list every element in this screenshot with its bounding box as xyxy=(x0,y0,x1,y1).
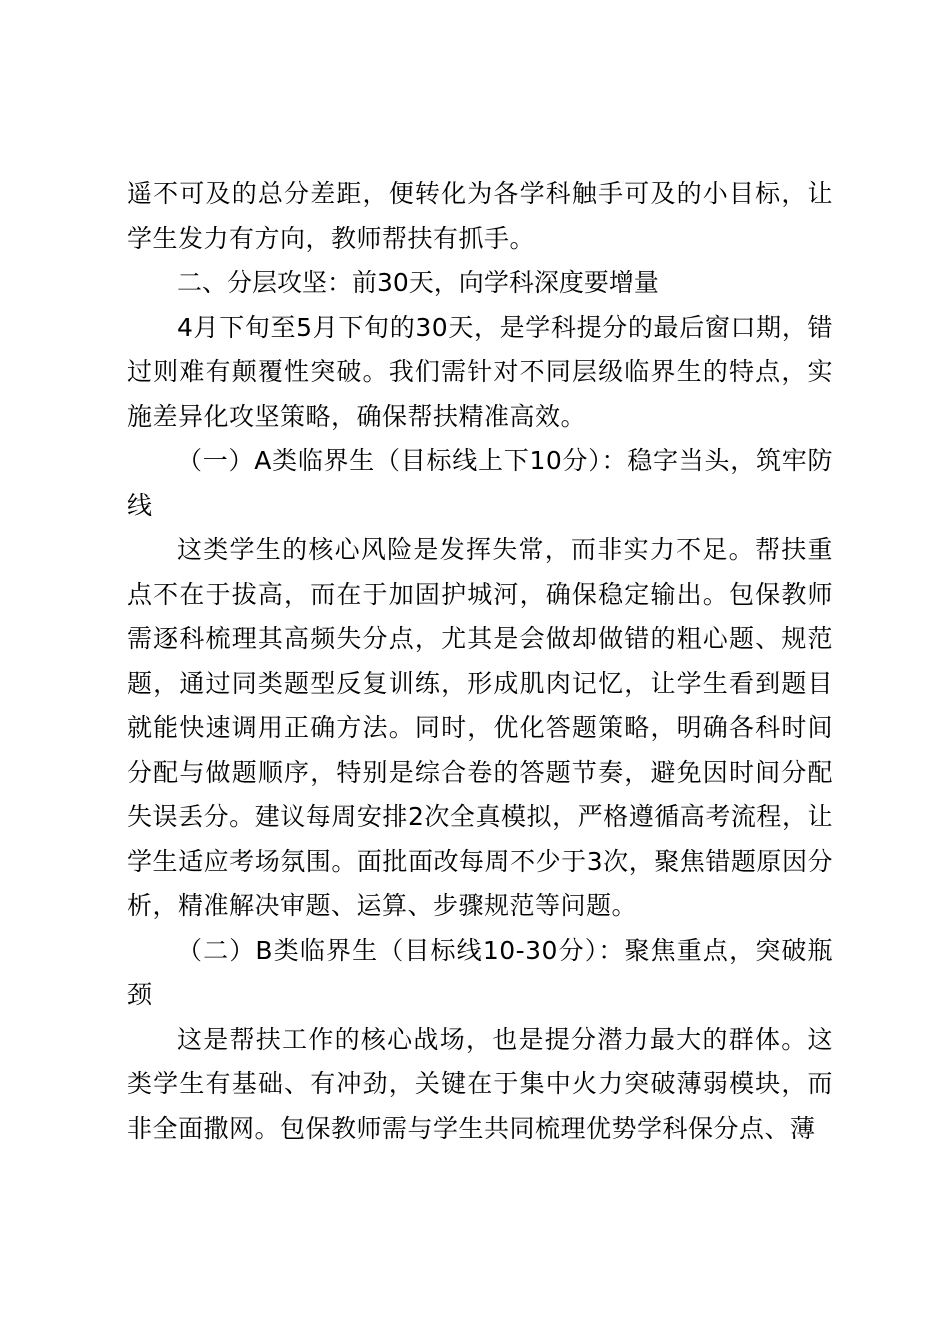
paragraph-intro: 4月下旬至5月下旬的30天，是学科提分的最后窗口期，错过则难有颠覆性突破。我们需针对不同层级临界生的特点，实施差异化攻坚策略，确保帮扶精准高效。 xyxy=(127,312,833,431)
subsection-heading-b: （二）B类临界生（目标线10-30分）：聚焦重点，突破瓶颈 xyxy=(127,935,833,1009)
subsection-heading-a: （一）A类临界生（目标线上下10分）：稳字当头，筑牢防线 xyxy=(127,446,833,520)
paragraph-continuation: 遥不可及的总分差距，便转化为各学科触手可及的小目标，让学生发力有方向，教师帮扶有抓手。 xyxy=(127,179,833,253)
paragraph-a-students: 这类学生的核心风险是发挥失常，而非实力不足。帮扶重点不在于拔高，而在于加固护城河，确保稳定输出。包保教师需逐科梳理其高频失分点，尤其是会做却做错的粗心题、规范题，通过同类题型反复训练，形成肌肉记忆，让学生看到题目就能快速调用正确方法。同时，优化答题策略，明确各科时间分配与做题顺序，特别是综合卷的答题节奏，避免因时间分配失误丢分。建议每周安排2次全真模拟，严格遵循高考流程，让学生适应考场氛围。面批面改每周不少于3次，聚焦错题原因分析，精准解决审题、运算、步骤规范等问题。 xyxy=(127,535,833,920)
document-body xyxy=(127,172,833,1151)
section-heading-2: 二、分层攻坚：前30天，向学科深度要增量 xyxy=(177,268,659,297)
paragraph-b-students: 这是帮扶工作的核心战场，也是提分潜力最大的群体。这类学生有基础、有冲劲，关键在于集中火力突破薄弱模块，而非全面撒网。包保教师需与学生共同梳理优势学科保分点、薄 xyxy=(127,1024,833,1143)
